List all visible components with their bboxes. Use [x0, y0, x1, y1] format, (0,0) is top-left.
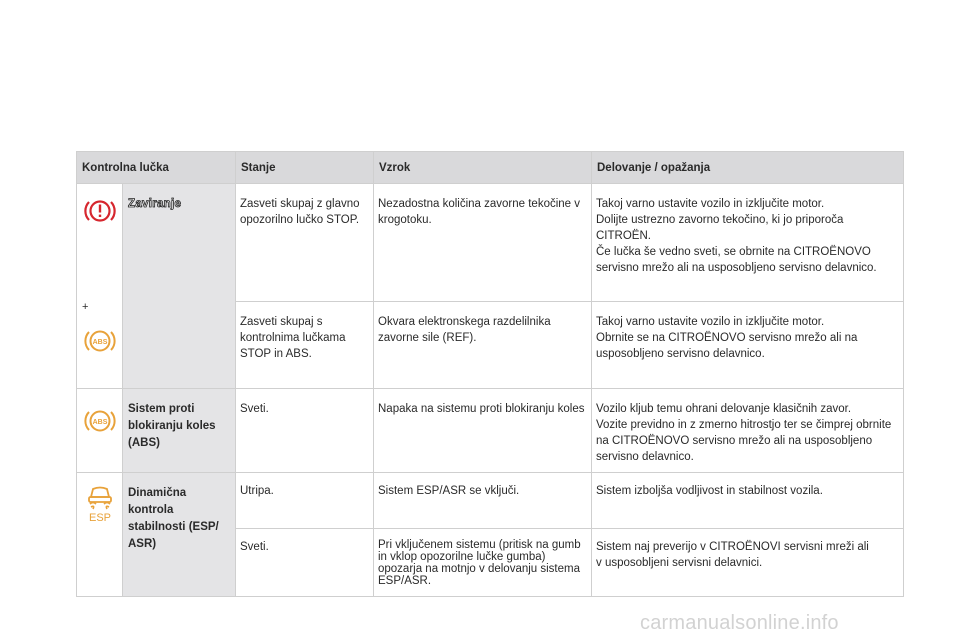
abs-state: Sveti.	[236, 389, 374, 473]
abs-icon-label: ABS	[92, 339, 108, 346]
action-line: Takoj varno ustavite vozilo in izključite motor.	[596, 316, 825, 328]
braking-action-2	[592, 302, 904, 389]
abs-action	[592, 389, 904, 473]
abs-icon	[84, 407, 116, 435]
esp-state-1: Utripa.	[236, 473, 374, 529]
braking-icon-cell	[77, 184, 123, 389]
action-line: Če lučka še vedno sveti, se obrnite na CITROËNOVO servisno mrežo ali na usposobljeno servisno delavnico.	[596, 246, 877, 274]
braking-state-1: Zasveti skupaj z glavno opozorilno lučko STOP.	[236, 184, 374, 302]
abs-name: Sistem proti blokiranju koles (ABS)	[123, 389, 236, 473]
action-line: Vozite previdno in z zmerno hitrostjo ter se čimprej obrnite na CITROËNOVO servisno mrežo ali na usposobljeno servisno delavnico.	[596, 419, 892, 463]
braking-cause-1: Nezadostna količina zavorne tekočine v krogotoku.	[374, 184, 592, 302]
action-line: Dolijte ustrezno zavorno tekočino, ki jo priporoča CITROËN.	[596, 214, 844, 242]
abs-icon-cell	[77, 389, 123, 473]
table-header-row	[77, 152, 904, 184]
table-row	[77, 473, 904, 529]
esp-cause-2: Pri vključenem sistemu (pritisk na gumb in vklop opozorilne lučke gumba) opozarja na motnjo v delovanju sistema ESP/ASR.	[374, 529, 592, 597]
abs-icon-label: ABS	[92, 419, 108, 426]
warning-lights-table	[76, 151, 904, 597]
table-row	[77, 184, 904, 302]
esp-name: Dinamična kontrola stabilnosti (ESP/ ASR)	[123, 473, 236, 597]
action-line: Takoj varno ustavite vozilo in izključite motor.	[596, 198, 825, 210]
braking-action-1	[592, 184, 904, 302]
abs-cause: Napaka na sistemu proti blokiranju koles	[374, 389, 592, 473]
esp-action-1: Sistem izboljša vodljivost in stabilnost vozila.	[592, 473, 904, 529]
esp-icon-label: ESP	[88, 512, 112, 523]
braking-name-cell	[123, 184, 236, 389]
action-line: v usposobljeni servisni delavnici.	[596, 557, 763, 569]
action-line: Sistem naj preverijo v CITROËNOVI servisni mreži ali	[596, 541, 869, 553]
braking-name: Zaviranje	[128, 198, 182, 210]
header-warning-light: Kontrolna lučka	[77, 152, 236, 184]
header-state: Stanje	[236, 152, 374, 184]
esp-icon	[83, 485, 117, 523]
braking-state-2: Zasveti skupaj s kontrolnima lučkama STOP in ABS.	[236, 302, 374, 389]
esp-action-2	[592, 529, 904, 597]
table-row	[77, 389, 904, 473]
esp-cause-1: Sistem ESP/ASR se vključi.	[374, 473, 592, 529]
header-action: Delovanje / opažanja	[592, 152, 904, 184]
watermark: carmanualsonline.info	[640, 612, 839, 634]
action-line: Obrnite se na CITROËNOVO servisno mrežo ali na usposobljeno servisno delavnico.	[596, 332, 858, 360]
action-line: Vozilo kljub temu ohrani delovanje klasičnih zavor.	[596, 403, 852, 415]
esp-icon-cell	[77, 473, 123, 597]
esp-state-2: Sveti.	[236, 529, 374, 597]
braking-cause-2: Okvara elektronskega razdelilnika zavorne sile (REF).	[374, 302, 592, 389]
plus-sign: +	[82, 301, 89, 313]
abs-icon	[84, 327, 116, 355]
brake-warning-icon	[84, 197, 116, 225]
header-cause: Vzrok	[374, 152, 592, 184]
